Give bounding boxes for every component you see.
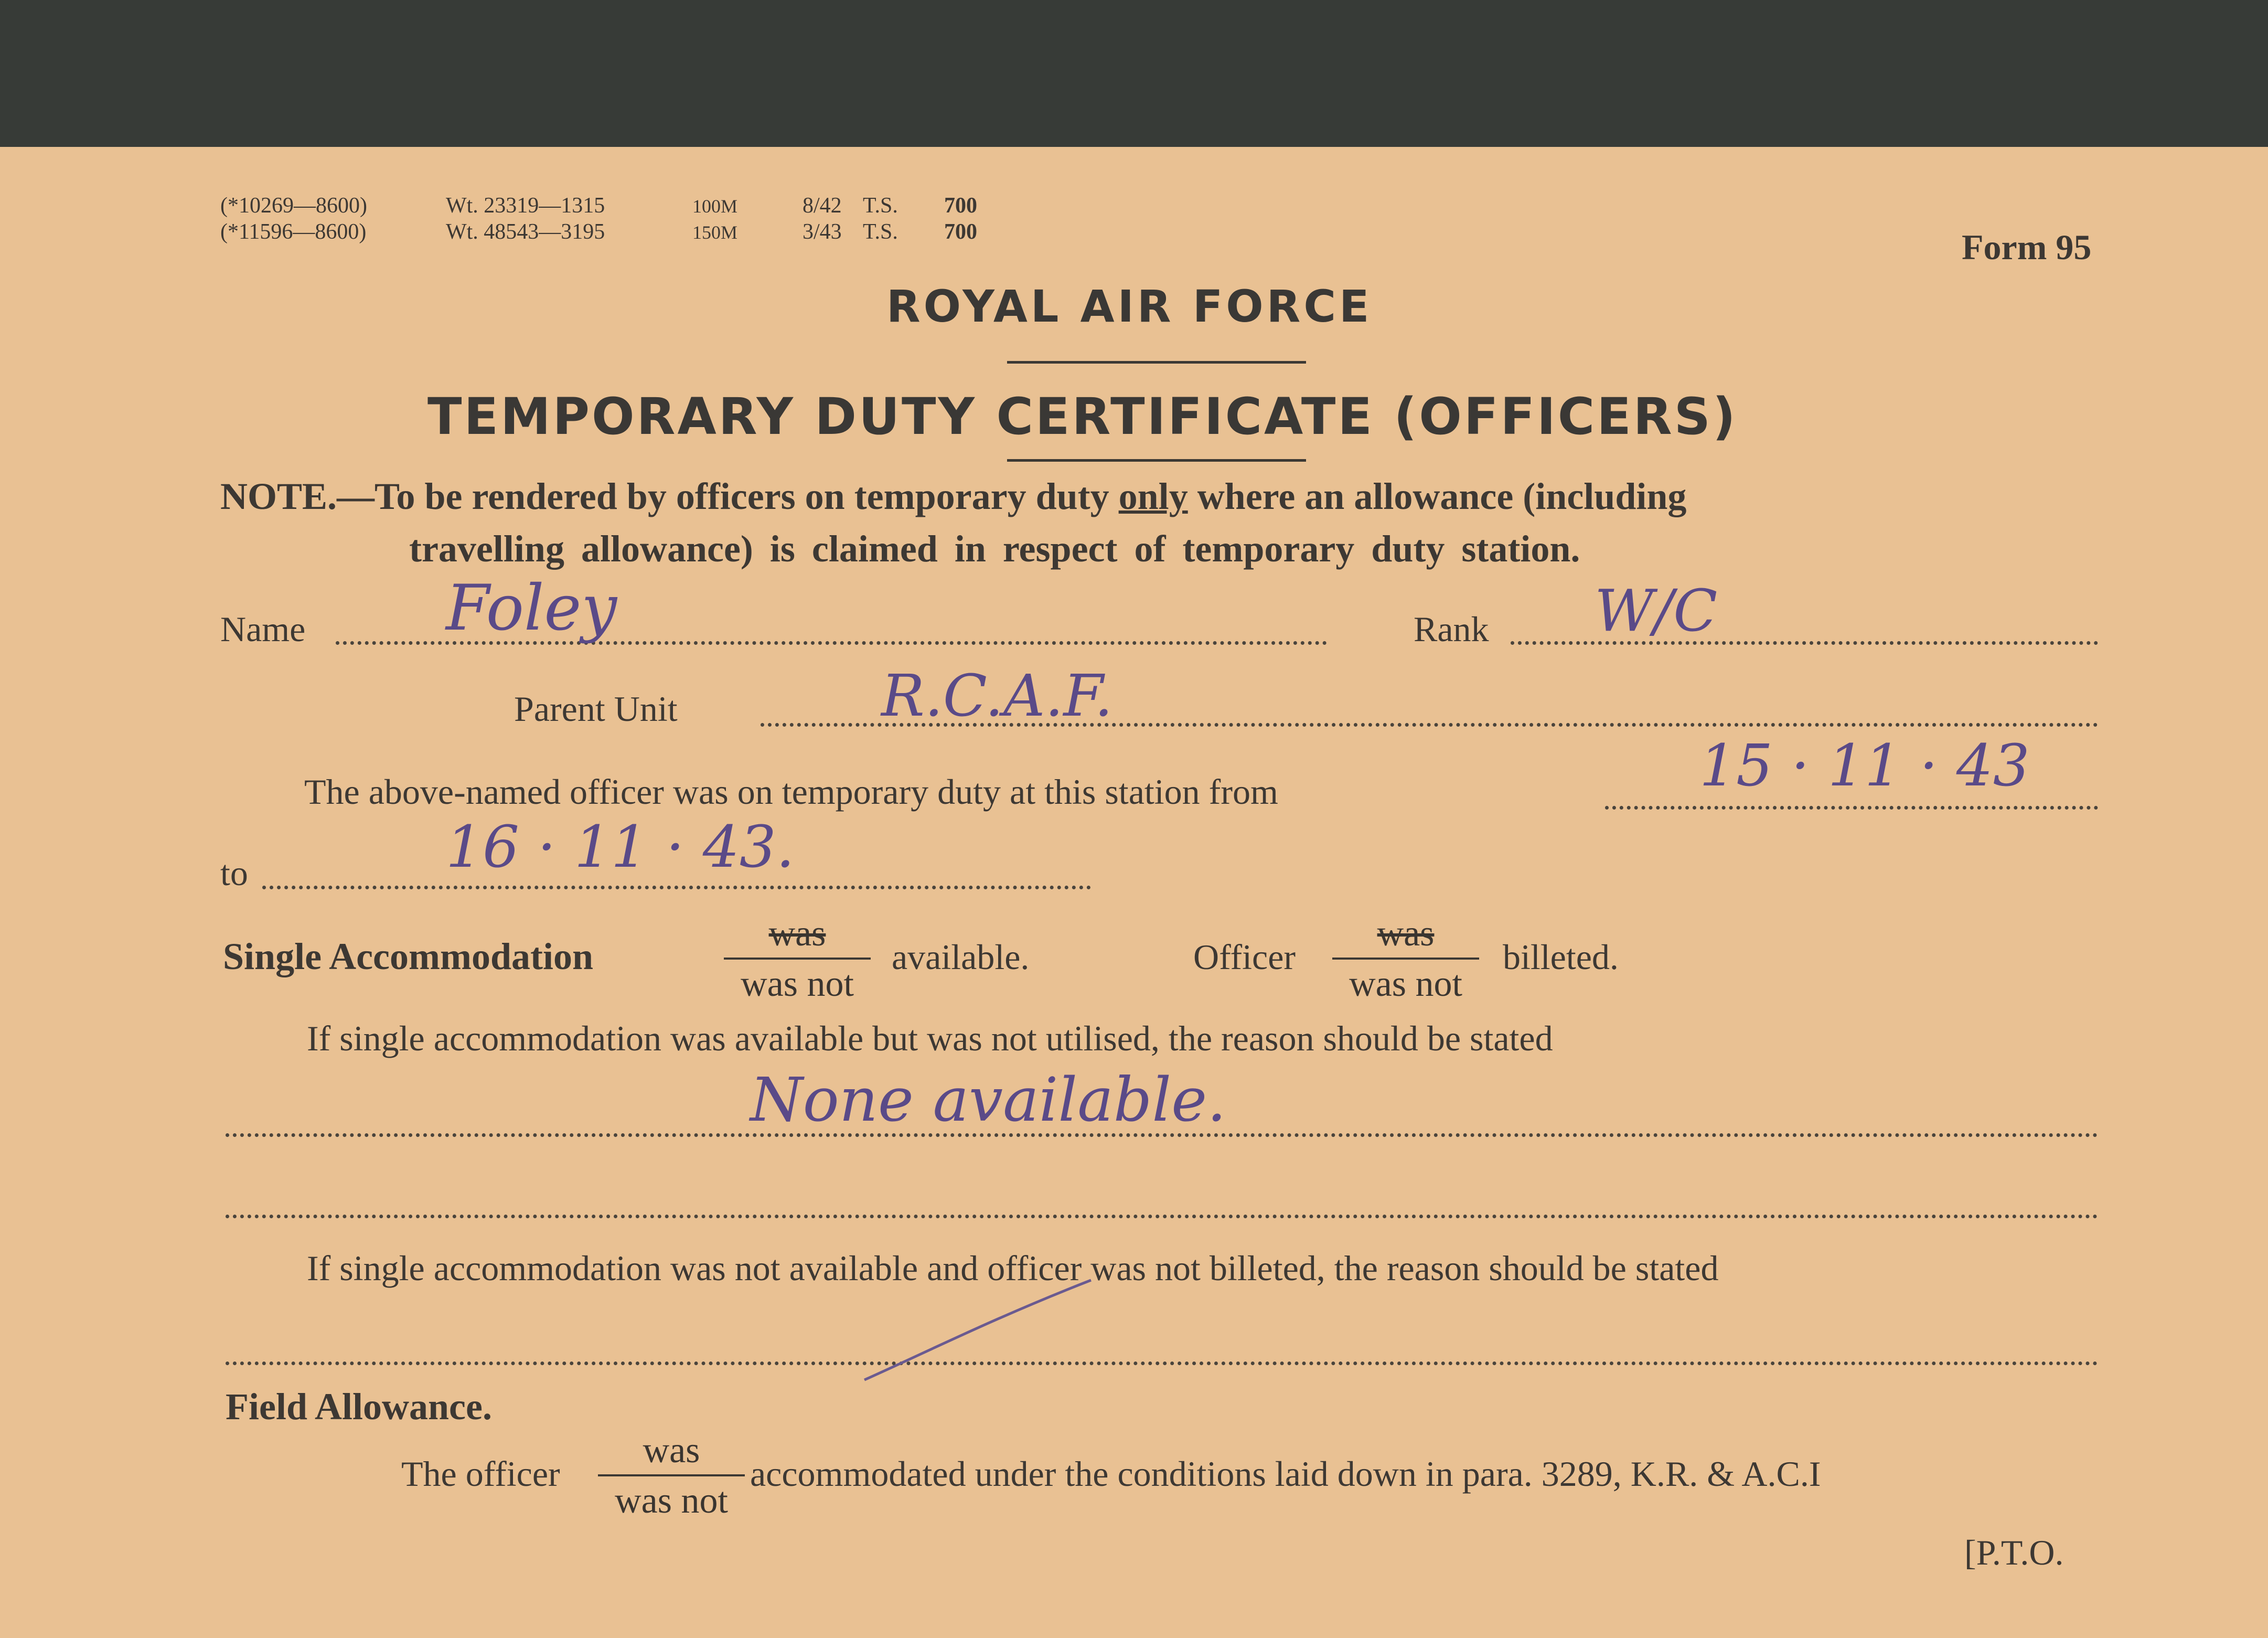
single-accommodation-choice	[724, 913, 871, 1004]
print-code-1-f: 700	[944, 194, 977, 218]
org-heading: ROYAL AIR FORCE	[886, 281, 1373, 332]
print-code-1-d: 8/42	[803, 194, 842, 218]
single-accommodation-was-not: was not	[741, 964, 854, 1004]
print-code-1-e: T.S.	[863, 194, 898, 218]
reason-2-text: If single accommodation was not available and officer was not billeted, the reason should be stated	[307, 1248, 1719, 1288]
scan-background-band	[0, 0, 2268, 147]
from-field-line	[1605, 806, 2098, 810]
note-line-1	[220, 475, 1686, 518]
available-text: available.	[892, 937, 1030, 977]
note-line-2: travelling allowance) is claimed in respect of temporary duty station.	[409, 528, 1580, 570]
from-date-value: 15 · 11 · 43	[1699, 732, 2030, 799]
to-date-value: 16 · 11 · 43.	[446, 813, 795, 880]
parent-unit-label: Parent Unit	[514, 689, 678, 729]
to-field-line	[262, 886, 1091, 889]
form-number: Form 95	[1962, 227, 2092, 267]
officer-billeted-was-not: was not	[1349, 964, 1462, 1004]
officer-billeted-was-struck: was	[1377, 913, 1435, 954]
officer-label: Officer	[1193, 937, 1296, 977]
print-code-2-e: T.S.	[863, 220, 898, 244]
note-emphasis-only: only	[1118, 475, 1188, 517]
name-label: Name	[220, 609, 306, 649]
note-text-1c: where an allowance (including	[1188, 475, 1687, 517]
field-allowance-text-b: accommodated under the conditions laid down in para. 3289, K.R. & A.C.I	[750, 1454, 1821, 1494]
print-code-2-a: (*11596—8600)	[220, 220, 367, 244]
field-allowance-choice	[598, 1432, 745, 1519]
print-code-2-b: Wt. 48543—3195	[446, 220, 605, 244]
to-label: to	[220, 853, 248, 893]
reason-1-line-2	[226, 1215, 2098, 1218]
field-allowance-heading: Field Allowance.	[226, 1386, 492, 1428]
note-text-1a: To be rendered by officers on temporary duty	[375, 475, 1119, 517]
print-code-1-a: (*10269—8600)	[220, 194, 367, 218]
print-code-1-c: 100M	[692, 196, 738, 217]
field-allowance-text-a: The officer	[401, 1454, 560, 1494]
field-allowance-was: was	[643, 1430, 700, 1471]
header-rule-top	[1007, 361, 1306, 364]
billeted-text: billeted.	[1503, 937, 1619, 977]
print-code-2-f: 700	[944, 220, 977, 244]
station-from-text: The above-named officer was on temporary duty at this station from	[304, 772, 1278, 812]
rank-label: Rank	[1414, 609, 1489, 649]
rank-value: W/C	[1595, 577, 1718, 644]
name-value: Foley	[446, 572, 617, 645]
field-allowance-was-not: was not	[615, 1481, 728, 1521]
single-accommodation-label: Single Accommodation	[223, 935, 594, 977]
parent-unit-value: R.C.A.F.	[881, 662, 1113, 729]
page-title: TEMPORARY DUTY CERTIFICATE (OFFICERS)	[427, 387, 1738, 446]
officer-billeted-choice	[1332, 913, 1479, 1004]
print-code-2-c: 150M	[692, 222, 738, 243]
pen-stroke-mark	[860, 1275, 1096, 1385]
reason-1-text: If single accommodation was available but was not utilised, the reason should be stated	[307, 1018, 1553, 1058]
pto-mark: [P.T.O.	[1964, 1533, 2064, 1572]
print-code-2-d: 3/43	[803, 220, 842, 244]
header-rule-bottom	[1007, 459, 1306, 462]
single-accommodation-was-struck: was	[768, 913, 826, 954]
reason-2-line	[226, 1362, 2098, 1365]
reason-1-value: None available.	[750, 1065, 1226, 1135]
print-code-1-b: Wt. 23319—1315	[446, 194, 605, 218]
note-label: NOTE.—	[220, 475, 375, 517]
